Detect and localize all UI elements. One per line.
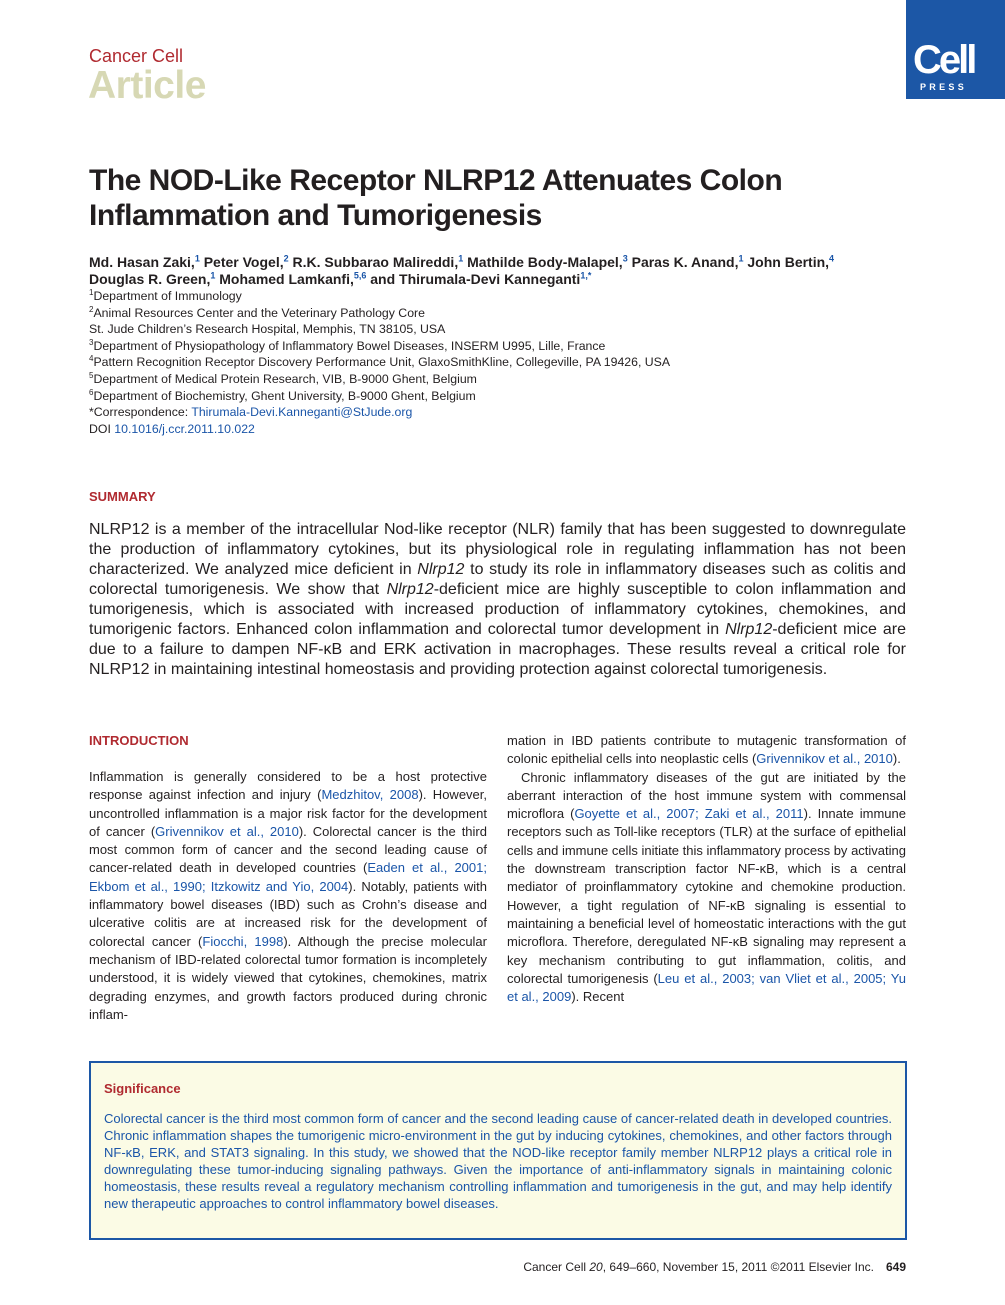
text-run: -deficient mice are highly susceptible to colon inflammation and tumorigenesis, which is associated with increased production of inflammatory cytokines, chemokines, and tumorigenic factors. Enhanced colon inflammation and colorectal tumor development in — [89, 581, 907, 638]
citation-link[interactable]: Leu et al., 2003; van Vliet et al., 2005; Yu et al., 2009 — [507, 970, 906, 1005]
affiliation-text: Pattern Recognition Receptor Discovery Performance Unit, GlaxoSmithKline, Collegeville, PA 19426, USA — [93, 355, 671, 370]
affiliation-number: 1 — [89, 287, 94, 297]
correspondence — [89, 404, 909, 421]
introduction-heading: INTRODUCTION — [89, 733, 189, 748]
gene-name: Nlrp12 — [725, 621, 773, 638]
footer-volume: 20 — [589, 1260, 603, 1274]
gene-name: Nlrp12 — [386, 581, 434, 598]
affiliation-list — [89, 288, 909, 404]
affiliation-line — [89, 305, 909, 322]
article-title: The NOD-Like Receptor NLRP12 Attenuates Colon Inflammation and Tumorigenesis — [89, 164, 783, 232]
text-run: ). Colorectal cancer is the third most common form of cancer and the second leading cause of cancer-related death in developed countries ( — [89, 823, 487, 876]
affiliation-line — [89, 338, 909, 355]
cell-press-logo — [906, 0, 1005, 99]
correspondence-label: *Correspondence: — [89, 405, 192, 420]
author-affiliation-marker: 5,6 — [353, 270, 367, 281]
text-run: Chronic inflammatory diseases of the gut are initiated by the aberrant interaction of the host immune system with commensal microflora ( — [507, 769, 906, 822]
author-name: Paras K. Anand, — [631, 254, 739, 270]
affiliation-number: 5 — [89, 370, 94, 380]
citation-link[interactable]: Eaden et al., 2001; Ekbom et al., 1990; Itzkowitz and Yio, 2004 — [89, 860, 487, 894]
summary-text — [89, 520, 906, 680]
affiliation-line — [89, 354, 909, 371]
author-name: Peter Vogel, — [203, 254, 284, 270]
affiliation-text: Department of Physiopathology of Inflammatory Bowel Diseases, INSERM U995, Lille, France — [93, 338, 606, 353]
author-name: Md. Hasan Zaki, — [89, 254, 195, 270]
author-affiliation-marker: 1,* — [580, 270, 592, 281]
page-number: 649 — [885, 1260, 906, 1274]
author-affiliation-marker: 1 — [194, 253, 200, 264]
affiliation-line — [89, 321, 909, 338]
author-affiliation-marker: 1 — [210, 270, 216, 281]
text-run: Inflammation is generally considered to be a host protective response against infection and injury ( — [89, 769, 487, 803]
author-name: Mohamed Lamkanfi, — [219, 271, 354, 287]
affiliation-line — [89, 371, 909, 388]
footer-citation: , 649–660, November 15, 2011 ©2011 Elsevier Inc. — [602, 1260, 874, 1274]
author — [89, 254, 200, 270]
author-name: Douglas R. Green, — [89, 271, 211, 287]
doi-link[interactable]: 10.1016/j.ccr.2011.10.022 — [114, 421, 255, 436]
text-run: -deficient mice are due to a failure to dampen NF-κB and ERK activation in macrophages. These results reveal a critical role for NLRP12 in maintaining intestinal homeostasis and providing protection against colorectal tumorigenesis. — [89, 621, 906, 678]
footer-journal: Cancer Cell — [523, 1260, 590, 1274]
author-name: and Thirumala-Devi Kanneganti — [370, 271, 581, 287]
author-affiliation-marker: 3 — [622, 253, 628, 264]
text-run: ). Although the precise molecular mechanism of IBD-related colorectal tumor formation is incompletely understood, it is widely viewed that cytokines, chemokines, matrix degrading enzymes, and growth factors produced during chronic inflam- — [89, 933, 487, 1022]
significance-heading: Significance — [104, 1081, 181, 1096]
text-run: to study its role in inflammatory diseases such as colitis and colorectal tumorigenesis. We show that — [89, 561, 907, 598]
author-affiliation-marker: 4 — [829, 253, 835, 264]
page-footer — [523, 1260, 906, 1274]
author — [632, 254, 744, 270]
author-affiliation-marker: 1 — [738, 253, 744, 264]
introduction-column-right — [507, 732, 906, 1006]
affiliation-text: St. Jude Children’s Research Hospital, Memphis, TN 38105, USA — [89, 322, 446, 337]
author — [89, 271, 215, 287]
author — [747, 254, 834, 270]
author-name: R.K. Subbarao Malireddi, — [292, 254, 459, 270]
citation-link[interactable]: Fiocchi, 1998 — [202, 933, 284, 949]
doi-label: DOI — [89, 421, 115, 436]
logo-press-text: PRESS — [920, 82, 968, 92]
text-run: NLRP12 is a member of the intracellular Nod-like receptor (NLR) family that has been suggested to downregulate the production of inflammatory cytokines, but its physiological role in regulating inflammation has not been characterized. We analyzed mice deficient in — [89, 521, 906, 578]
significance-text: Colorectal cancer is the third most common form of cancer and the second leading cause of cancer-related death in developed countries. Chronic inflammation shapes the tumorigenic micro-environment in the gut by inducing cytokines, chemokines, and other factors through NF-κB, ERK, and STAT3 signaling. In this study, we showed that the NOD-like receptor family member NLRP12 plays a critical role in downregulating these tumor-inducing signaling pathways. Given the importance of anti-inflammatory signals in maintaining colonic homeostasis, these results reveal a regulatory mechanism controlling inflammation and tumorigenesis in the gut, and may help identify new therapeutic approaches to control inflammatory bowel diseases. — [104, 1111, 892, 1211]
text-run: ). Innate immune receptors such as Toll-like receptors (TLR) at the surface of epithelial cells and immune cells initiate this inflammatory process by activating the downstream transcription factor NF-κB, which is a central mediator of proinflammatory cytokine and chemokine production. However, a tight regulation of NF-κB signaling is essential to maintaining a beneficial level of homeostatic interactions with the gut microflora. Therefore, deregulated NF-κB signaling may represent a key mechanism contributing to gut inflammation, colitis, and colorectal tumorigenesis ( — [507, 806, 906, 986]
affiliation-number: 2 — [89, 304, 94, 314]
introduction-column-left — [89, 768, 487, 1024]
author-name: John Bertin, — [747, 254, 830, 270]
doi-line — [89, 421, 909, 438]
citation-link[interactable]: Grivennikov et al., 2010 — [756, 751, 893, 767]
text-run: ). Recent — [571, 989, 625, 1005]
affiliation-line — [89, 388, 909, 405]
author-affiliation-marker: 2 — [283, 253, 289, 264]
significance-box — [89, 1061, 907, 1240]
affiliation-text: Department of Immunology — [93, 289, 242, 303]
author-affiliation-marker: 1 — [458, 253, 464, 264]
affiliation-number: 3 — [89, 337, 94, 347]
citation-link[interactable]: Grivennikov et al., 2010 — [155, 823, 299, 839]
text-run: ). Notably, patients with inflammatory bowel diseases (IBD) such as Crohn’s disease and ulcerative colitis are at increased risk for the development of colorectal cancer ( — [89, 878, 488, 949]
affiliation-text: Department of Medical Protein Research, VIB, B-9000 Ghent, Belgium — [93, 371, 477, 386]
introduction-paragraph-1-continued — [507, 732, 906, 769]
citation-link[interactable]: Goyette et al., 2007; Zaki et al., 2011 — [574, 806, 804, 822]
correspondence-email-link[interactable]: Thirumala-Devi.Kanneganti@StJude.org — [191, 405, 413, 420]
summary-heading: SUMMARY — [89, 489, 156, 504]
author-list — [89, 254, 909, 288]
gene-name: Nlrp12 — [417, 561, 465, 578]
citation-link[interactable]: Medzhitov, 2008 — [321, 787, 419, 803]
text-run: mation in IBD patients contribute to mutagenic transformation of colonic epithelial cells into neoplastic cells ( — [507, 733, 906, 767]
author — [204, 254, 289, 270]
author — [370, 271, 591, 287]
affiliations — [89, 288, 909, 437]
author — [219, 271, 366, 287]
author — [467, 254, 628, 270]
affiliation-number: 4 — [89, 354, 94, 364]
introduction-paragraph-1 — [89, 768, 487, 1024]
logo-cell-text: Cell — [913, 38, 975, 82]
affiliation-text: Department of Biochemistry, Ghent University, B-9000 Ghent, Belgium — [93, 388, 476, 403]
affiliation-line — [89, 288, 909, 305]
journal-name: Cancer Cell — [89, 46, 184, 66]
text-run: ). However, uncontrolled inflammation is a major risk factor for the development of cancer ( — [89, 787, 487, 839]
introduction-paragraph-2 — [507, 769, 906, 1007]
author-name: Mathilde Body-Malapel, — [467, 254, 623, 270]
author — [293, 254, 464, 270]
affiliation-number: 6 — [89, 387, 94, 397]
text-run: ). — [892, 751, 901, 767]
affiliation-text: Animal Resources Center and the Veterinary Pathology Core — [93, 305, 425, 320]
article-type-label: Article — [88, 64, 206, 107]
